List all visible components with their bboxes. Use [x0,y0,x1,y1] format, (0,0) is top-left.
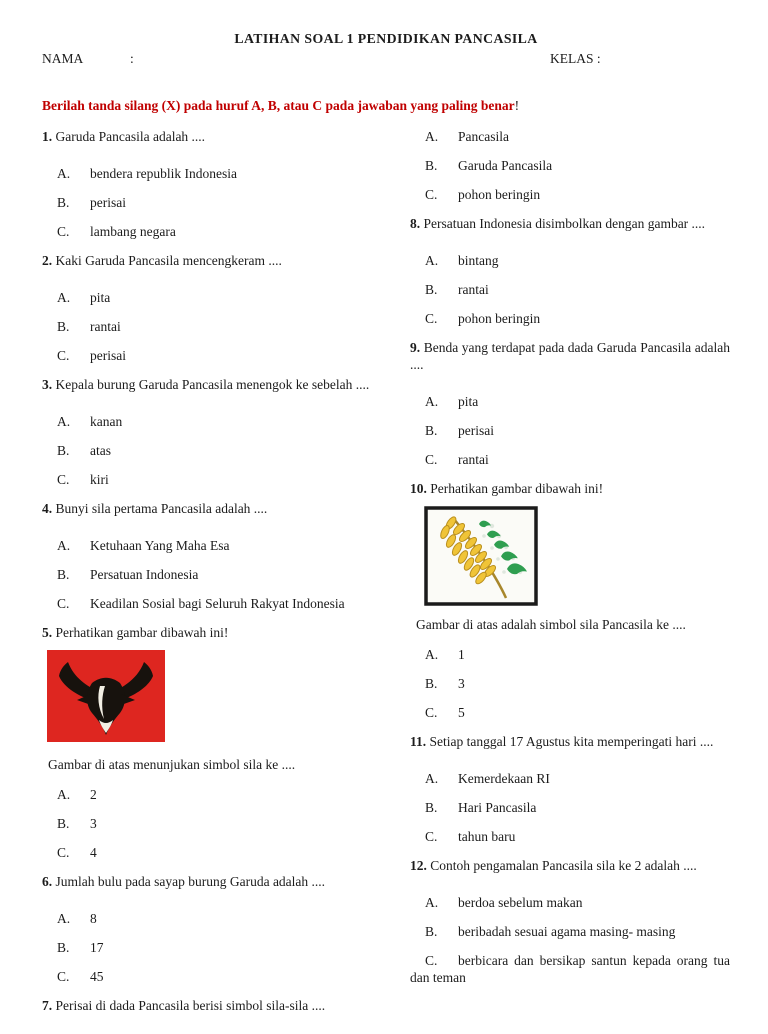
padi-kapas-symbol-image [424,506,730,606]
option-letter: C. [425,829,438,844]
option-text: Persatuan Indonesia [90,567,199,582]
option-text: Kemerdekaan RI [458,771,550,786]
option-row [410,252,730,269]
question: 4. Bunyi sila pertama Pancasila adalah .... [42,501,268,516]
option-text: rantai [458,452,489,467]
option-text: Ketuhaan Yang Maha Esa [90,538,230,553]
option-row [42,566,394,583]
option-text: 3 [90,816,97,831]
question-number: 5. [42,625,53,640]
option-letter: C. [425,705,438,720]
option-text: bintang [458,253,499,268]
question-number: 12. [410,858,427,873]
option-row [410,952,730,986]
question-columns [42,128,730,1034]
option-letter: B. [425,800,438,815]
option-letter: C. [425,311,438,326]
option-text: berbicara dan bersikap santun kepada orang tua dan teman [410,953,730,985]
option-letter: A. [57,414,71,429]
option-text: beribadah sesuai agama masing- masing [458,924,676,939]
question: 10. Perhatikan gambar dibawah ini! [410,481,604,496]
question-number: 10. [410,481,427,496]
option-row [42,844,394,861]
option-row [42,910,394,927]
option-text: perisai [90,348,126,363]
option-row [42,537,394,554]
question-number: 9. [410,340,421,355]
option-row [42,223,394,240]
option-row [42,442,394,459]
question: 1. Garuda Pancasila adalah .... [42,129,206,144]
option-row [410,770,730,787]
option-letter: B. [57,816,70,831]
option-text: kiri [90,472,109,487]
question-column-right [410,128,730,1034]
option-letter: C. [57,224,70,239]
option-letter: B. [425,158,438,173]
question: 8. Persatuan Indonesia disimbolkan dengan gambar .... [410,216,706,231]
option-row [410,451,730,468]
question-number: 11. [410,734,427,749]
option-text: perisai [90,195,126,210]
option-letter: A. [57,911,71,926]
option-row [42,939,394,956]
question-number: 3. [42,377,53,392]
question: 12. Contoh pengamalan Pancasila sila ke 2 adalah .... [410,858,697,873]
question-number: 1. [42,129,53,144]
option-letter: A. [425,394,439,409]
option-letter: A. [57,290,71,305]
question: 9. Benda yang terdapat pada dada Garuda Pancasila adalah .... [410,340,730,372]
option-letter: C. [57,348,70,363]
option-text: lambang negara [90,224,176,239]
option-letter: C. [57,845,70,860]
option-text: 5 [458,705,465,720]
option-letter: A. [425,129,439,144]
option-letter: A. [425,253,439,268]
option-row [410,828,730,845]
option-row [42,194,394,211]
option-text: 2 [90,787,97,802]
option-row [410,675,730,692]
option-text: pohon beringin [458,311,541,326]
option-letter: B. [425,924,438,939]
rice-stalk-cotton-graphic [424,506,538,606]
option-row [42,318,394,335]
option-letter: C. [57,596,70,611]
option-row [410,799,730,816]
name-label: NAMA [42,51,84,66]
option-text: Garuda Pancasila [458,158,553,173]
option-text: rantai [90,319,121,334]
question-number: 7. [42,998,53,1013]
option-row [42,968,394,985]
class-label: KELAS : [550,51,601,66]
option-row [42,347,394,364]
question: 6. Jumlah bulu pada sayap burung Garuda adalah .... [42,874,326,889]
instruction-body: Berilah tanda silang (X) pada huruf A, B, atau C pada jawaban yang paling benar [42,98,515,113]
option-row [410,186,730,203]
question: 3. Kepala burung Garuda Pancasila menengok ke sebelah .... [42,377,370,392]
option-text: rantai [458,282,489,297]
figure-caption: Gambar di atas menunjukan simbol sila ke .... [48,757,296,772]
option-letter: A. [57,787,71,802]
option-text: pohon beringin [458,187,541,202]
option-letter: A. [57,166,71,181]
option-letter: B. [57,940,70,955]
option-letter: C. [425,187,438,202]
question: 5. Perhatikan gambar dibawah ini! [42,625,229,640]
option-letter: B. [57,443,70,458]
question: 11. Setiap tanggal 17 Agustus kita memperingati hari .... [410,734,714,749]
option-letter: C. [425,953,438,968]
option-row [410,157,730,174]
option-row [410,704,730,721]
option-text: perisai [458,423,494,438]
option-letter: B. [425,423,438,438]
option-text: Pancasila [458,129,509,144]
option-letter: B. [425,676,438,691]
option-text: bendera republik Indonesia [90,166,237,181]
option-row [42,786,394,803]
option-letter: C. [57,472,70,487]
option-row [42,595,394,612]
option-text: 45 [90,969,104,984]
option-text: Hari Pancasila [458,800,537,815]
option-text: pita [90,290,111,305]
option-row [410,128,730,145]
option-row [410,646,730,663]
instruction-exclamation: ! [514,98,520,113]
option-row [410,422,730,439]
option-row [410,894,730,911]
option-text: pita [458,394,479,409]
option-row [42,413,394,430]
option-letter: A. [425,771,439,786]
option-letter: B. [57,195,70,210]
option-letter: B. [57,319,70,334]
instruction-text [42,97,730,114]
figure-caption: Gambar di atas adalah simbol sila Pancasila ke .... [416,617,686,632]
option-text: atas [90,443,111,458]
option-letter: B. [425,282,438,297]
option-text: 4 [90,845,97,860]
option-row [42,815,394,832]
option-letter: C. [425,452,438,467]
question-column-left [42,128,394,1034]
option-text: 8 [90,911,97,926]
option-text: tahun baru [458,829,516,844]
option-text: 1 [458,647,465,662]
option-text: kanan [90,414,123,429]
option-row [410,281,730,298]
option-row [42,289,394,306]
bull-symbol-image [47,650,394,742]
question-number: 6. [42,874,53,889]
name-colon: : [130,51,134,66]
question: 2. Kaki Garuda Pancasila mencengkeram .... [42,253,282,268]
bull-head-on-red-graphic [47,650,165,742]
question-number: 4. [42,501,53,516]
option-letter: C. [57,969,70,984]
option-row [42,165,394,182]
question-number: 2. [42,253,53,268]
option-letter: B. [57,567,70,582]
option-letter: A. [425,647,439,662]
option-row [410,923,730,940]
option-text: 3 [458,676,465,691]
option-text: Keadilan Sosial bagi Seluruh Rakyat Indonesia [90,596,345,611]
question: 7. Perisai di dada Pancasila berisi simbol sila-sila .... [42,998,326,1013]
option-row [410,393,730,410]
option-text: 17 [90,940,104,955]
option-row [410,310,730,327]
option-letter: A. [425,895,439,910]
question-number: 8. [410,216,421,231]
option-letter: A. [57,538,71,553]
name-class-row [42,50,730,67]
option-text: berdoa sebelum makan [458,895,583,910]
page-title: LATIHAN SOAL 1 PENDIDIKAN PANCASILA [234,31,538,46]
option-row [42,471,394,488]
